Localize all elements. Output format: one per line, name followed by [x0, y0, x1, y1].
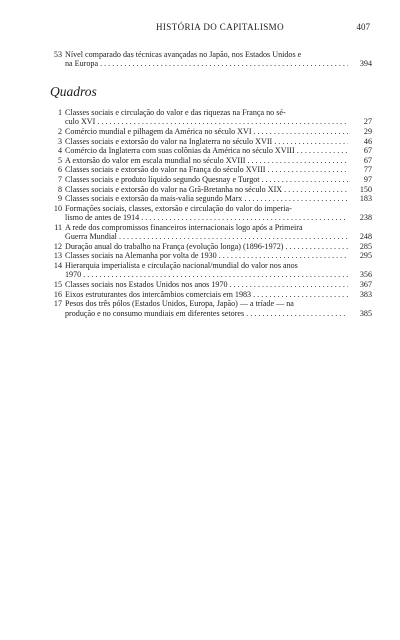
entry-title [65, 290, 360, 299]
entry-title-line: Nível comparado das técnicas avançadas no Japão, nos Estados Unidos e [65, 50, 302, 59]
entry-title-line: Hierarquia imperialista e circulação nacional/mundial do valor nos anos [65, 261, 298, 270]
entry-number: 10 [53, 203, 62, 213]
entry-title [65, 194, 360, 203]
entry-page-number: 367 [348, 280, 372, 289]
entry-title [65, 299, 360, 318]
toc-entry [50, 146, 372, 156]
entry-title-line: Comércio da Inglaterra com suas colônias da América no século XVIII . . . [65, 146, 360, 155]
entry-number: 1 [57, 108, 62, 117]
toc-entry [50, 136, 372, 146]
toc-entry [50, 280, 372, 289]
entry-number: 4 [57, 146, 62, 156]
entry-title [65, 204, 360, 223]
entry-number: 11 [54, 222, 62, 232]
entry-number: 13 [53, 251, 62, 261]
entry-number: 15 [53, 280, 62, 289]
entry-page-number: 385 [348, 309, 372, 318]
entry-page-number: 248 [348, 232, 372, 241]
entry-title [65, 165, 360, 174]
toc-entry [50, 108, 372, 127]
entry-title-line: Formações sociais, classes, extorsão e circulação do valor do imperia- [65, 203, 292, 213]
entry-title-line: Classes sociais e produto líquido segundo Quesnay e Turgot . . . [65, 175, 360, 184]
toc-entry [50, 127, 372, 136]
entry-number: 16 [53, 289, 62, 299]
entry-title [65, 185, 360, 194]
entry-title-line: culo XVI . . . [65, 117, 360, 126]
entry-title [65, 251, 360, 260]
entry-page-number: 356 [348, 270, 372, 279]
entry-title-line: A extorsão do valor em escala mundial no século XVIII . . . [65, 156, 360, 165]
entry-title-line: produção e no consumo mundiais em diferentes setores . . . [65, 309, 360, 318]
entry-number: 5 [57, 155, 62, 165]
toc-entry [50, 299, 372, 318]
entry-page-number: 97 [348, 175, 372, 184]
entry-number: 6 [57, 165, 62, 175]
entry-title-line: Duração anual do trabalho na França (evolução longa) (1896-1972) . . . [65, 242, 360, 251]
entry-title [65, 175, 360, 184]
entry-title [65, 50, 360, 69]
toc-entry [50, 155, 372, 165]
entry-title-line: A rede dos compromissos financeiros internacionais logo após a Primeira [65, 222, 303, 232]
entry-title [65, 108, 360, 127]
entry-number: 12 [53, 241, 62, 251]
entry-page-number: 238 [348, 213, 372, 222]
toc-entry [50, 165, 372, 175]
entry-title-line: Comércio mundial e pilhagem da América no século XVI . . . [65, 127, 360, 136]
toc-entry [50, 184, 372, 194]
entry-page-number: 77 [348, 165, 372, 174]
entry-number: 17 [53, 299, 62, 309]
entry-title-line: Eixos estruturantes dos intercâmbios comerciais em 1983 . . . [65, 290, 360, 299]
entry-title [65, 156, 360, 165]
entry-title-line: lismo de antes de 1914 . . . [65, 213, 360, 222]
entry-page-number: 46 [348, 137, 372, 146]
toc-entry [50, 50, 372, 69]
entry-title [65, 242, 360, 251]
entry-page-number: 67 [348, 146, 372, 155]
entry-title [65, 137, 360, 146]
running-title: HISTÓRIA DO CAPITALISMO [156, 22, 284, 32]
toc-entry [50, 289, 372, 299]
entry-page-number: 383 [348, 290, 372, 299]
entry-title [65, 223, 360, 242]
toc-entry [50, 222, 372, 242]
entry-page-number: 183 [348, 194, 372, 203]
entry-number: 8 [57, 184, 62, 194]
entry-page-number: 67 [348, 156, 372, 165]
entry-number: 2 [57, 127, 62, 136]
entry-title-line: Classes sociais e extorsão da mais-valia segundo Marx . . . [65, 194, 360, 203]
toc-entry [50, 261, 372, 280]
entry-page-number: 394 [348, 59, 372, 68]
toc-entry [50, 241, 372, 251]
toc-entry [50, 251, 372, 261]
entry-title-line: Classes sociais e extorsão do valor na França do século XVIII . . . [65, 165, 360, 174]
entry-page-number: 29 [348, 127, 372, 136]
entry-title-line: Pesos dos três pólos (Estados Unidos, Europa, Japão) — a tríade — na [65, 299, 294, 309]
entry-title-line: Guerra Mundial . . . [65, 232, 360, 241]
toc-entry [50, 203, 372, 223]
entry-number: 53 [53, 50, 62, 59]
section-heading-quadros: Quadros [50, 84, 97, 99]
page-header [0, 22, 400, 34]
entry-title-line: 1970 . . . [65, 270, 360, 279]
entry-title-line: Classes sociais na Alemanha por volta de 1930 . . . [65, 251, 360, 260]
entry-title [65, 127, 360, 136]
entry-page-number: 27 [348, 117, 372, 126]
entry-title-line: Classes sociais nos Estados Unidos nos anos 1970 . . . [65, 280, 360, 289]
entry-number: 14 [53, 261, 62, 270]
entry-title-line: Classes sociais e circulação do valor e das riquezas na França no sé- [65, 108, 286, 117]
entry-page-number: 150 [348, 185, 372, 194]
entry-title-line: Classes sociais e extorsão do valor na Inglaterra no século XVII . . . [65, 137, 360, 146]
toc-entry [50, 194, 372, 204]
toc-entry [50, 175, 372, 184]
entry-title [65, 261, 360, 280]
entry-title-line: na Europa . . . [65, 59, 360, 68]
entry-title [65, 280, 360, 289]
entry-page-number: 295 [348, 251, 372, 260]
entry-title-line: Classes sociais e extorsão do valor na Grã-Bretanha no século XIX . . . [65, 185, 360, 194]
entry-number: 3 [57, 136, 62, 146]
entry-title [65, 146, 360, 155]
entry-number: 9 [57, 194, 62, 204]
entry-number: 7 [57, 175, 62, 184]
entry-page-number: 285 [348, 242, 372, 251]
page-number: 407 [356, 22, 370, 32]
